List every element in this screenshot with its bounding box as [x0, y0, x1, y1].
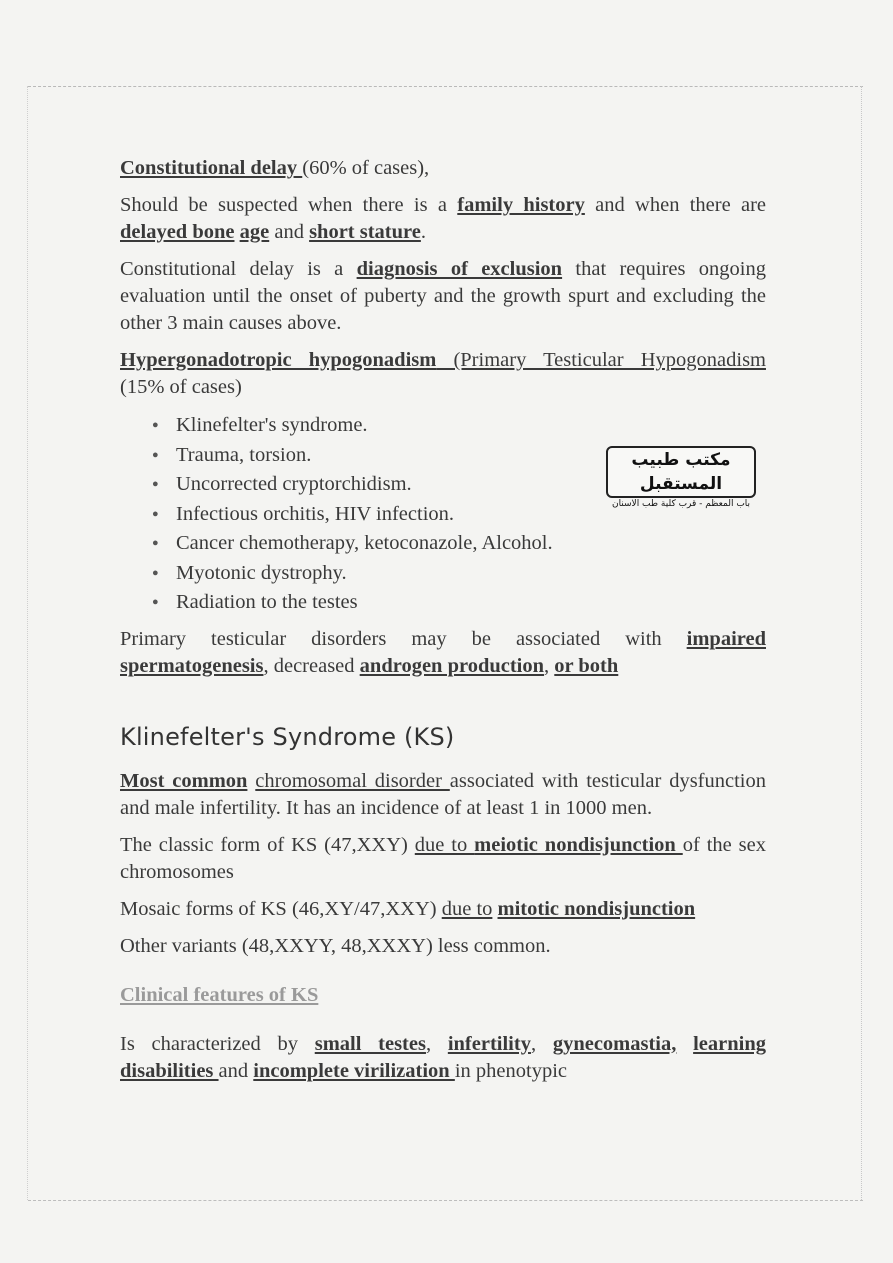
page-border-right [861, 86, 862, 1200]
list-item: ● Myotonic dystrophy. [152, 559, 766, 589]
hypergonadotropic-heading: Hypergonadotropic hypogonadism (Primary Testicular Hypogonadism (15% of cases) [120, 349, 766, 398]
ks-paragraph-4: Other variants (48,XXYY, 48,XXXY) less common. [120, 934, 551, 957]
page-border-top [28, 86, 863, 87]
ks-paragraph-1: Most common chromosomal disorder associated with testicular dysfunction and male infertility. It has an incidence of at least 1 in 1000 men. [120, 769, 767, 819]
ks-paragraph-5: Is characterized by small testes, infertility, gynecomastia, learning disabilities and incomplete virilization in phenotypic [120, 1032, 767, 1082]
list-item: ● Trauma, torsion. [152, 441, 766, 471]
stamp-title: مكتب طبيب المستقبل [631, 450, 731, 494]
list-item: ● Klinefelter's syndrome. [152, 411, 766, 441]
ks-paragraph-3: Mosaic forms of KS (46,XY/47,XXY) due to mitotic nondisjunction [120, 897, 696, 920]
ks-paragraph-2: The classic form of KS (47,XXY) due to meiotic nondisjunction of the sex chromosomes [120, 833, 766, 883]
page-border-bottom [28, 1200, 863, 1201]
office-stamp [606, 446, 756, 509]
list-item: ● Radiation to the testes [152, 588, 766, 618]
document-body [120, 155, 766, 1095]
constitutional-heading: Constitutional delay (60% of cases), [120, 157, 430, 179]
primary-testicular-paragraph: Primary testicular disorders may be associated with impaired spermatogenesis, decreased androgen production, or both [120, 627, 766, 677]
stamp-subtitle: باب المعظم - قرب كلية طب الاسنان [611, 496, 751, 511]
constitutional-paragraph-2: Constitutional delay is a diagnosis of exclusion that requires ongoing evaluation until the onset of puberty and the growth spurt and excluding the other 3 main causes above. [120, 258, 766, 334]
causes-list [120, 411, 766, 618]
list-item: ● Cancer chemotherapy, ketoconazole, Alcohol. [152, 529, 766, 559]
clinical-features-heading: Clinical features of KS [120, 983, 319, 1006]
constitutional-title: Constitutional delay [120, 157, 303, 179]
list-item: ● Uncorrected cryptorchidism. [152, 470, 766, 500]
page-border-left [27, 86, 28, 1200]
list-item: ● Infectious orchitis, HIV infection. [152, 500, 766, 530]
constitutional-paragraph-1: Should be suspected when there is a family history and when there are delayed bone age and short stature. [120, 194, 767, 243]
ks-heading: Klinefelter's Syndrome (KS) [120, 722, 455, 751]
